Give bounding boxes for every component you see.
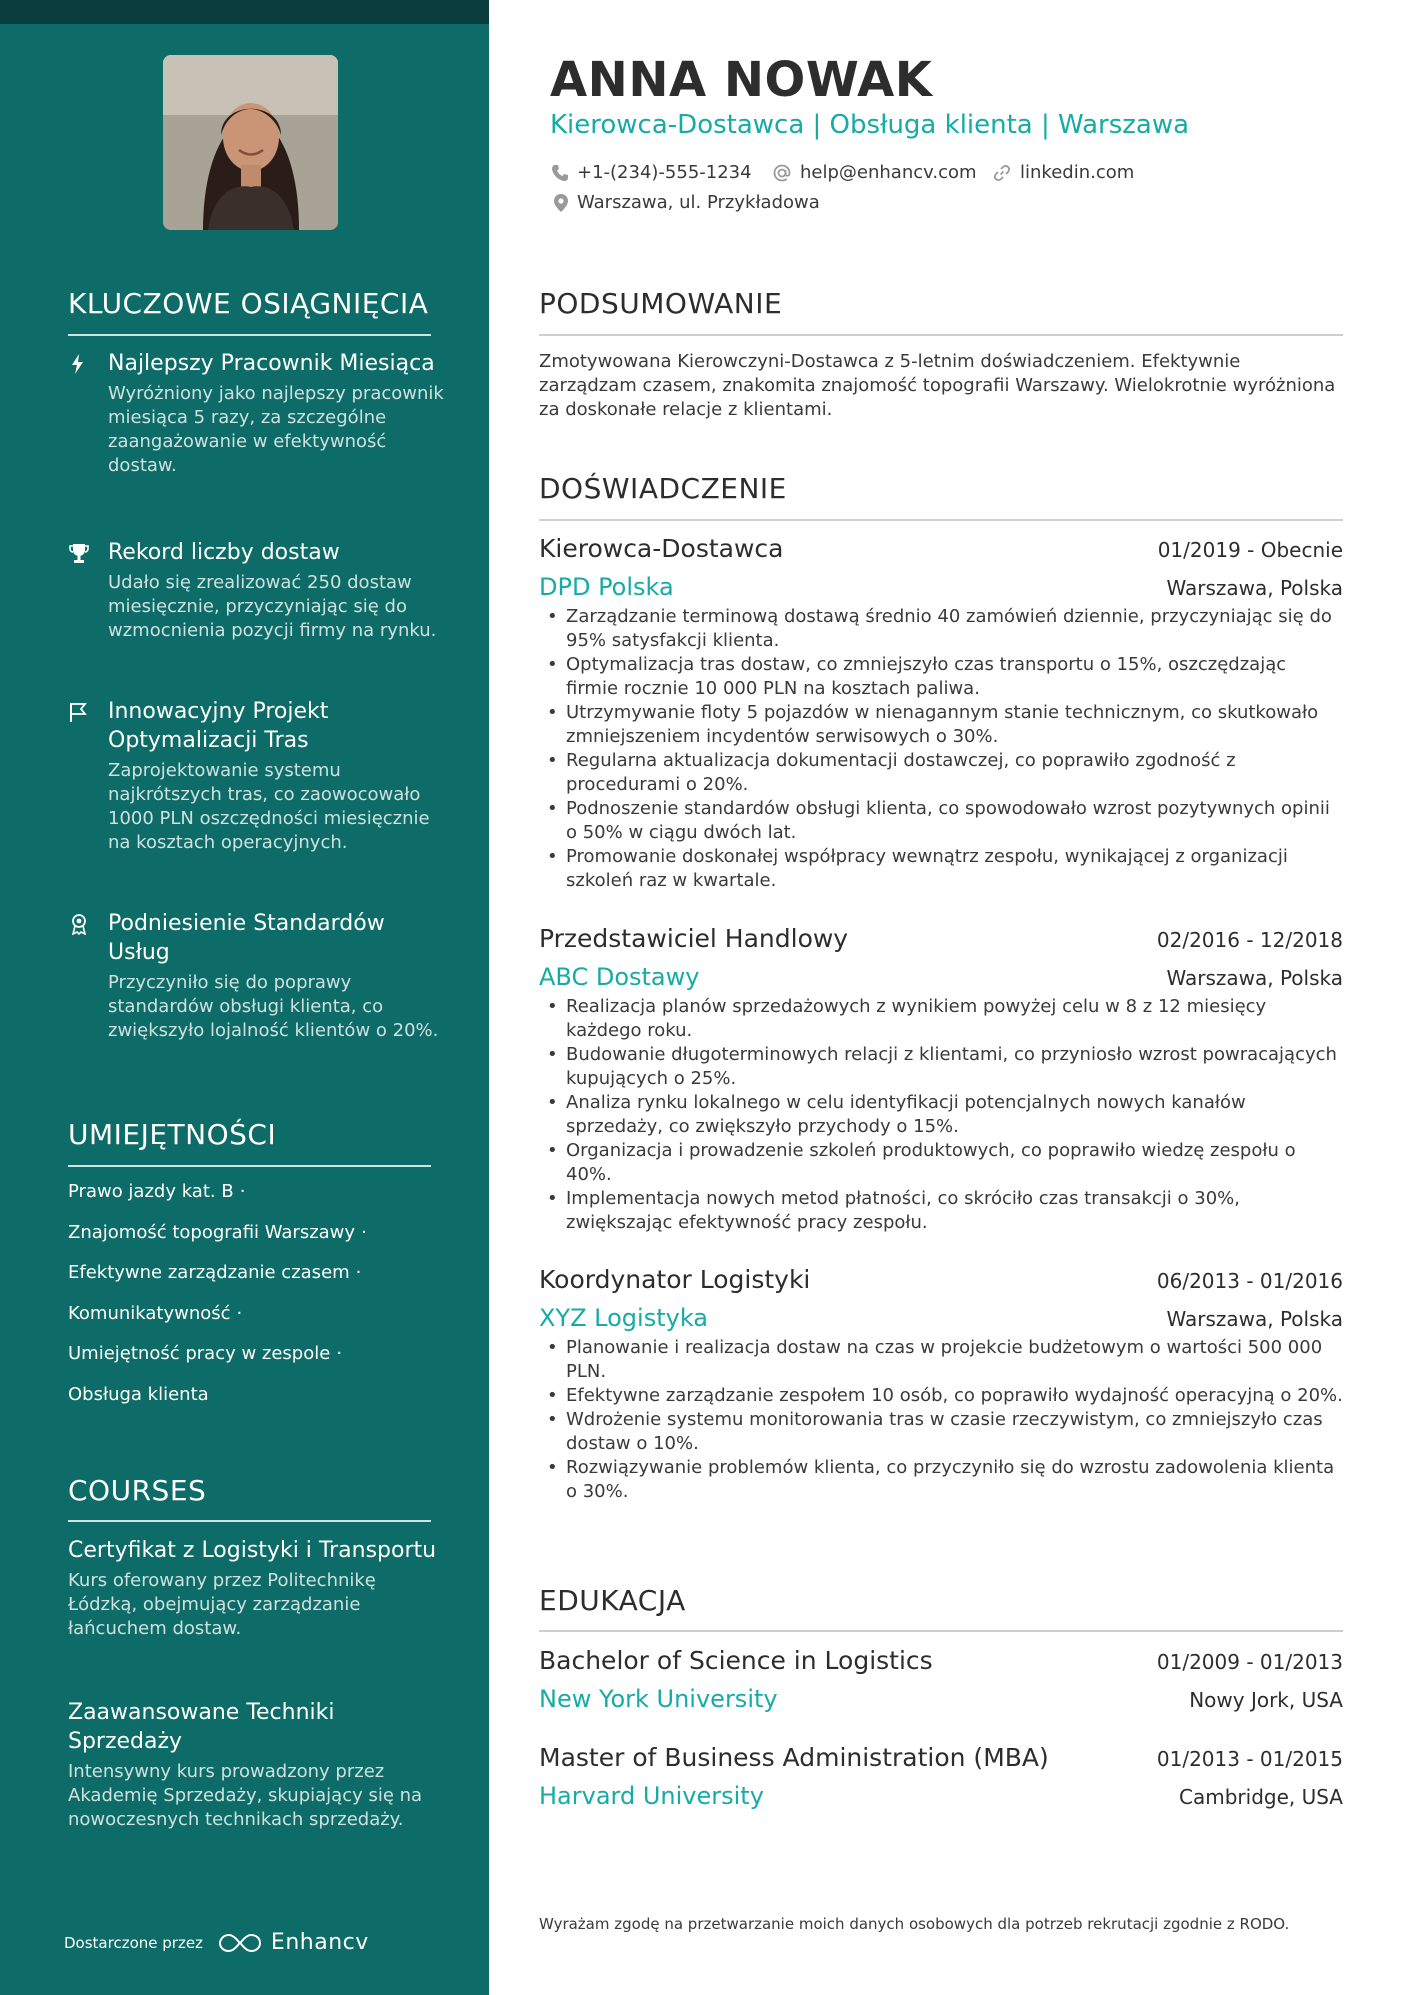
courses-divider (68, 1520, 431, 1522)
course-description: Kurs oferowany przez Politechnikę Łódzką, obejmujący zarządzanie łańcuchem dostaw. (68, 1570, 376, 1639)
achievement-title: Innowacyjny Projekt Optymalizacji Tras (108, 699, 329, 753)
powered-by-label: Dostarczone przez (64, 1933, 203, 1952)
job-entry (539, 534, 1343, 893)
achievement-item (68, 349, 448, 478)
bullet-item: • Optymalizacja tras dostaw, co zmniejszyło czas transportu o 15%, oszczędzając firmie rocznie 10 000 PLN na kosztach paliwa. (539, 653, 1343, 701)
experience-title: DOŚWIADCZENIE (539, 472, 787, 505)
skill-item (68, 1302, 448, 1343)
skill-label: Znajomość topografii Warszawy (68, 1221, 356, 1243)
job-entry (539, 1265, 1343, 1504)
brand-name: Enhancv (270, 1930, 369, 1955)
infinity-icon (217, 1931, 263, 1955)
link-icon (992, 163, 1012, 183)
powered-by (64, 1930, 369, 1955)
skill-separator: · (336, 1343, 343, 1364)
skill-item (68, 1342, 448, 1383)
email-text: help@enhancv.com (800, 162, 977, 183)
bullet-item: • Wdrożenie systemu monitorowania tras w czasie rzeczywistym, co zmniejszyło czas dostaw o 10%. (539, 1408, 1343, 1456)
candidate-name: ANNA NOWAK (550, 52, 933, 108)
skills-divider (68, 1165, 431, 1167)
education-dates: 01/2013 - 01/2015 (1156, 1747, 1343, 1771)
job-company: XYZ Logistyka (539, 1304, 709, 1332)
education-degree: Bachelor of Science in Logistics (539, 1646, 933, 1675)
course-description: Intensywny kurs prowadzony przez Akademię Sprzedaży, skupiający się na nowoczesnych technikach sprzedaży. (68, 1761, 423, 1830)
achievement-title: Podniesienie Standardów Usług (108, 911, 385, 965)
course-title: Certyfikat z Logistyki i Transportu (68, 1538, 437, 1563)
skill-item (68, 1383, 448, 1424)
skill-separator: · (355, 1262, 362, 1283)
job-company: DPD Polska (539, 573, 674, 601)
at-icon (772, 163, 792, 183)
job-dates: 02/2016 - 12/2018 (1156, 928, 1343, 952)
education-degree: Master of Business Administration (MBA) (539, 1743, 1049, 1772)
achievement-title: Rekord liczby dostaw (108, 540, 340, 565)
sidebar (0, 0, 489, 1995)
phone-icon (551, 164, 569, 182)
education-location: Cambridge, USA (1179, 1785, 1343, 1809)
achievement-title: Najlepszy Pracownik Miesiąca (108, 351, 435, 376)
achievement-item (68, 697, 448, 855)
skills-list (68, 1180, 448, 1423)
experience-divider (539, 519, 1343, 521)
skills-title: UMIEJĘTNOŚCI (68, 1118, 277, 1151)
job-bullets (539, 1336, 1343, 1504)
bullet-item: • Podnoszenie standardów obsługi klienta, co spowodowało wzrost pozytywnych opinii o 50% w ciągu dwóch lat. (539, 797, 1343, 845)
job-location: Warszawa, Polska (1166, 966, 1343, 990)
bullet-item: • Analiza rynku lokalnego w celu identyfikacji potencjalnych nowych kanałów sprzedaży, co zwiększyło przychody o 15%. (539, 1091, 1343, 1139)
skill-label: Efektywne zarządzanie czasem (68, 1262, 350, 1283)
portrait-image (163, 55, 338, 230)
course-title: Zaawansowane Techniki Sprzedaży (68, 1700, 335, 1754)
contact-phone (551, 162, 752, 183)
bullet-item: • Efektywne zarządzanie zespołem 10 osób, co poprawiło wydajność operacyjną o 20%. (539, 1384, 1343, 1408)
contact-address (553, 192, 820, 213)
profile-photo (163, 55, 338, 230)
bullet-item: • Planowanie i realizacja dostaw na czas w projekcie budżetowym o wartości 500 000 PLN. (539, 1336, 1343, 1384)
skill-separator: · (361, 1221, 367, 1243)
job-entry (539, 924, 1343, 1235)
address-text: Warszawa, ul. Przykładowa (577, 192, 820, 213)
education-title: EDUKACJA (539, 1584, 686, 1617)
course-item (68, 1536, 448, 1641)
achievement-description: Przyczyniło się do poprawy standardów obsługi klienta, co zwiększyło lojalność klientów o 20%. (108, 972, 439, 1041)
courses-title: COURSES (68, 1474, 207, 1507)
skill-label: Prawo jazdy kat. B (68, 1181, 234, 1202)
skill-item (68, 1261, 448, 1302)
achievement-description: Wyróżniony jako najlepszy pracownik miesiąca 5 razy, za szczególne zaangażowanie w efektywność dostaw. (108, 383, 444, 476)
skill-item (68, 1221, 448, 1262)
education-entry (539, 1646, 1343, 1713)
job-location: Warszawa, Polska (1166, 1307, 1343, 1331)
bullet-item: • Regularna aktualizacja dokumentacji dostawczej, co poprawiło zgodność z procedurami o 20%. (539, 749, 1343, 797)
flag-icon (68, 701, 88, 723)
bullet-item: • Realizacja planów sprzedażowych z wynikiem powyżej celu w 8 z 12 miesięcy każdego roku. (539, 995, 1343, 1043)
job-location: Warszawa, Polska (1166, 576, 1343, 600)
lightning-icon (68, 353, 88, 375)
linkedin-text: linkedin.com (1020, 162, 1135, 183)
bullet-item: • Zarządzanie terminową dostawą średnio 40 zamówień dziennie, przyczyniając się do 95% satysfakcji klienta. (539, 605, 1343, 653)
education-school: New York University (539, 1685, 778, 1713)
education-divider (539, 1630, 1343, 1632)
enhancv-logo[interactable] (217, 1930, 369, 1955)
achievements-title: KLUCZOWE OSIĄGNIĘCIA (68, 287, 429, 320)
award-icon (68, 913, 88, 935)
job-bullets (539, 995, 1343, 1235)
education-location: Nowy Jork, USA (1189, 1688, 1343, 1712)
job-dates: 06/2013 - 01/2016 (1156, 1269, 1343, 1293)
job-role: Kierowca-Dostawca (539, 534, 784, 563)
skill-item (68, 1180, 448, 1221)
bullet-item: • Organizacja i prowadzenie szkoleń produktowych, co poprawiło wiedzę zespołu o 40%. (539, 1139, 1343, 1187)
bullet-item: • Rozwiązywanie problemów klienta, co przyczyniło się do wzrostu zadowolenia klienta o 30%. (539, 1456, 1343, 1504)
trophy-icon (68, 542, 88, 564)
phone-text: +1-(234)-555-1234 (577, 162, 752, 183)
course-item (68, 1698, 448, 1832)
skill-separator: · (239, 1181, 246, 1202)
job-dates: 01/2019 - Obecnie (1157, 538, 1343, 562)
bullet-item: • Utrzymywanie floty 5 pojazdów w nienagannym stanie technicznym, co skutkowało zmniejszeniem incydentów serwisowych o 30%. (539, 701, 1343, 749)
bullet-item: • Implementacja nowych metod płatności, co skróciło czas transakcji o 30%, zwiększając efektywność pracy zespołu. (539, 1187, 1343, 1235)
education-school: Harvard University (539, 1782, 764, 1810)
contact-linkedin[interactable] (992, 162, 1134, 183)
achievement-description: Zaprojektowanie systemu najkrótszych tras, co zaowocowało 1000 PLN oszczędności miesięcznie na kosztach operacyjnych. (108, 760, 430, 853)
consent-note: Wyrażam zgodę na przetwarzanie moich danych osobowych dla potrzeb rekrutacji zgodnie z RODO. (539, 1915, 1290, 1933)
skill-label: Obsługa klienta (68, 1383, 209, 1405)
skill-label: Komunikatywność (68, 1302, 231, 1324)
skill-label: Umiejętność pracy w zespole (68, 1343, 331, 1364)
job-role: Przedstawiciel Handlowy (539, 924, 849, 953)
achievement-item (68, 538, 448, 643)
bullet-item: • Promowanie doskonałej współpracy wewnątrz zespołu, wynikającej z organizacji szkoleń raz w kwartale. (539, 845, 1343, 893)
summary-divider (539, 334, 1343, 336)
achievement-item (68, 909, 448, 1043)
achievement-description: Udało się zrealizować 250 dostaw miesięcznie, przyczyniając się do wzmocnienia pozycji firmy na rynku. (108, 572, 437, 641)
headline: Kierowca-Dostawca | Obsługa klienta | Warszawa (550, 110, 1190, 140)
job-bullets (539, 605, 1343, 893)
achievements-divider (68, 334, 431, 336)
summary-text: Zmotywowana Kierowczyni-Dostawca z 5-letnim doświadczeniem. Efektywnie zarządzam czasem, znakomita znajomość topografii Warszawy. Wielokrotnie wyróżniona za doskonałe relacje z klientami. (539, 351, 1336, 420)
contact-email[interactable] (772, 162, 977, 183)
location-pin-icon (553, 193, 569, 213)
summary-title: PODSUMOWANIE (539, 287, 783, 320)
bullet-item: • Budowanie długoterminowych relacji z klientami, co przyniosło wzrost powracających kupujących o 25%. (539, 1043, 1343, 1091)
sidebar-top-bar (0, 0, 489, 24)
education-entry (539, 1743, 1343, 1810)
skill-separator: · (236, 1302, 243, 1324)
education-dates: 01/2009 - 01/2013 (1156, 1650, 1343, 1674)
job-role: Koordynator Logistyki (539, 1265, 811, 1294)
job-company: ABC Dostawy (539, 963, 700, 991)
